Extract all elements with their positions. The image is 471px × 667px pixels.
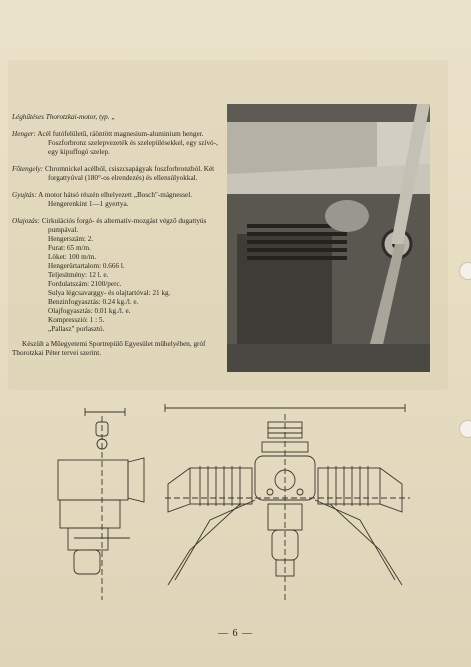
spec-cylinder-label: Henger: xyxy=(12,130,36,138)
engine-photo xyxy=(227,104,430,372)
spec-lubrication xyxy=(12,217,218,235)
data-line: Löket: 100 m/m. xyxy=(48,253,97,261)
data-line: Teljesítmény: 12 l. e. xyxy=(48,271,109,279)
punch-hole-lower xyxy=(459,420,471,438)
spec-crankshaft xyxy=(12,165,218,183)
punch-hole-upper xyxy=(459,262,471,280)
spec-crankshaft-label: Főtengely: xyxy=(12,165,44,173)
page-number: — 6 — xyxy=(218,628,253,639)
spec-cylinder-text: Acél futófelületű, ráöntött magnesium-aluminium henger. Foszforbronz szelepvezeték és szelepülésekkel, egy szívó-, egy kipuffogó szelep. xyxy=(37,130,218,156)
data-line: Sulya légcsavarggy- és olajtartóval: 21 kg. xyxy=(48,289,171,297)
spec-ignition xyxy=(12,191,218,209)
engine-title: Léghűtéses Thorotzkai-motor, typ. „ xyxy=(12,113,116,121)
data-line: Hengerszám: 2. xyxy=(48,235,94,243)
spec-ignition-text: A motor hátsó részén elhelyezett „Bosch"-mágnessel. Hengerenkint 1—1 gyertya. xyxy=(38,191,192,208)
engine-technical-drawing xyxy=(40,400,435,605)
data-line: Hengerürtartalom: 0.666 l. xyxy=(48,262,125,270)
data-line: Furat: 65 m/m. xyxy=(48,244,91,252)
engine-photo-image xyxy=(227,104,430,372)
workshop-note: Készült a Műegyetemi Sportrepülő Egyesület műhelyében, gróf Thorotzkai Péter tervei szerint. xyxy=(12,340,206,357)
data-line: Kompresszió: 1 : 5. xyxy=(48,316,105,324)
spec-text-column xyxy=(12,113,218,358)
data-line: Olajfogyasztás: 0.01 kg./l. e. xyxy=(48,307,131,315)
data-line: Benzinfogyasztás: 0.24 kg./l. e. xyxy=(48,298,139,306)
spec-crankshaft-text: Chromnickel acélból, csiszcsapágyak foszforbronzból. Két forgattyúval (180°-os elrendezés) és ellensúlyokkal. xyxy=(44,165,215,182)
spec-cylinder xyxy=(12,130,218,157)
data-line: „Pallasz" porlasztó. xyxy=(48,325,105,333)
spec-lubrication-text: Cirkulációs forgó- és alternatív-mozgást végző dugattyús pumpával. xyxy=(41,217,207,234)
spec-lubrication-label: Olajozás: xyxy=(12,217,40,225)
data-line: Fordulatszám: 2100/perc. xyxy=(48,280,122,288)
spec-ignition-label: Gyujtás: xyxy=(12,191,37,199)
engine-data-list xyxy=(12,235,218,334)
engine-drawing-image xyxy=(40,400,435,605)
